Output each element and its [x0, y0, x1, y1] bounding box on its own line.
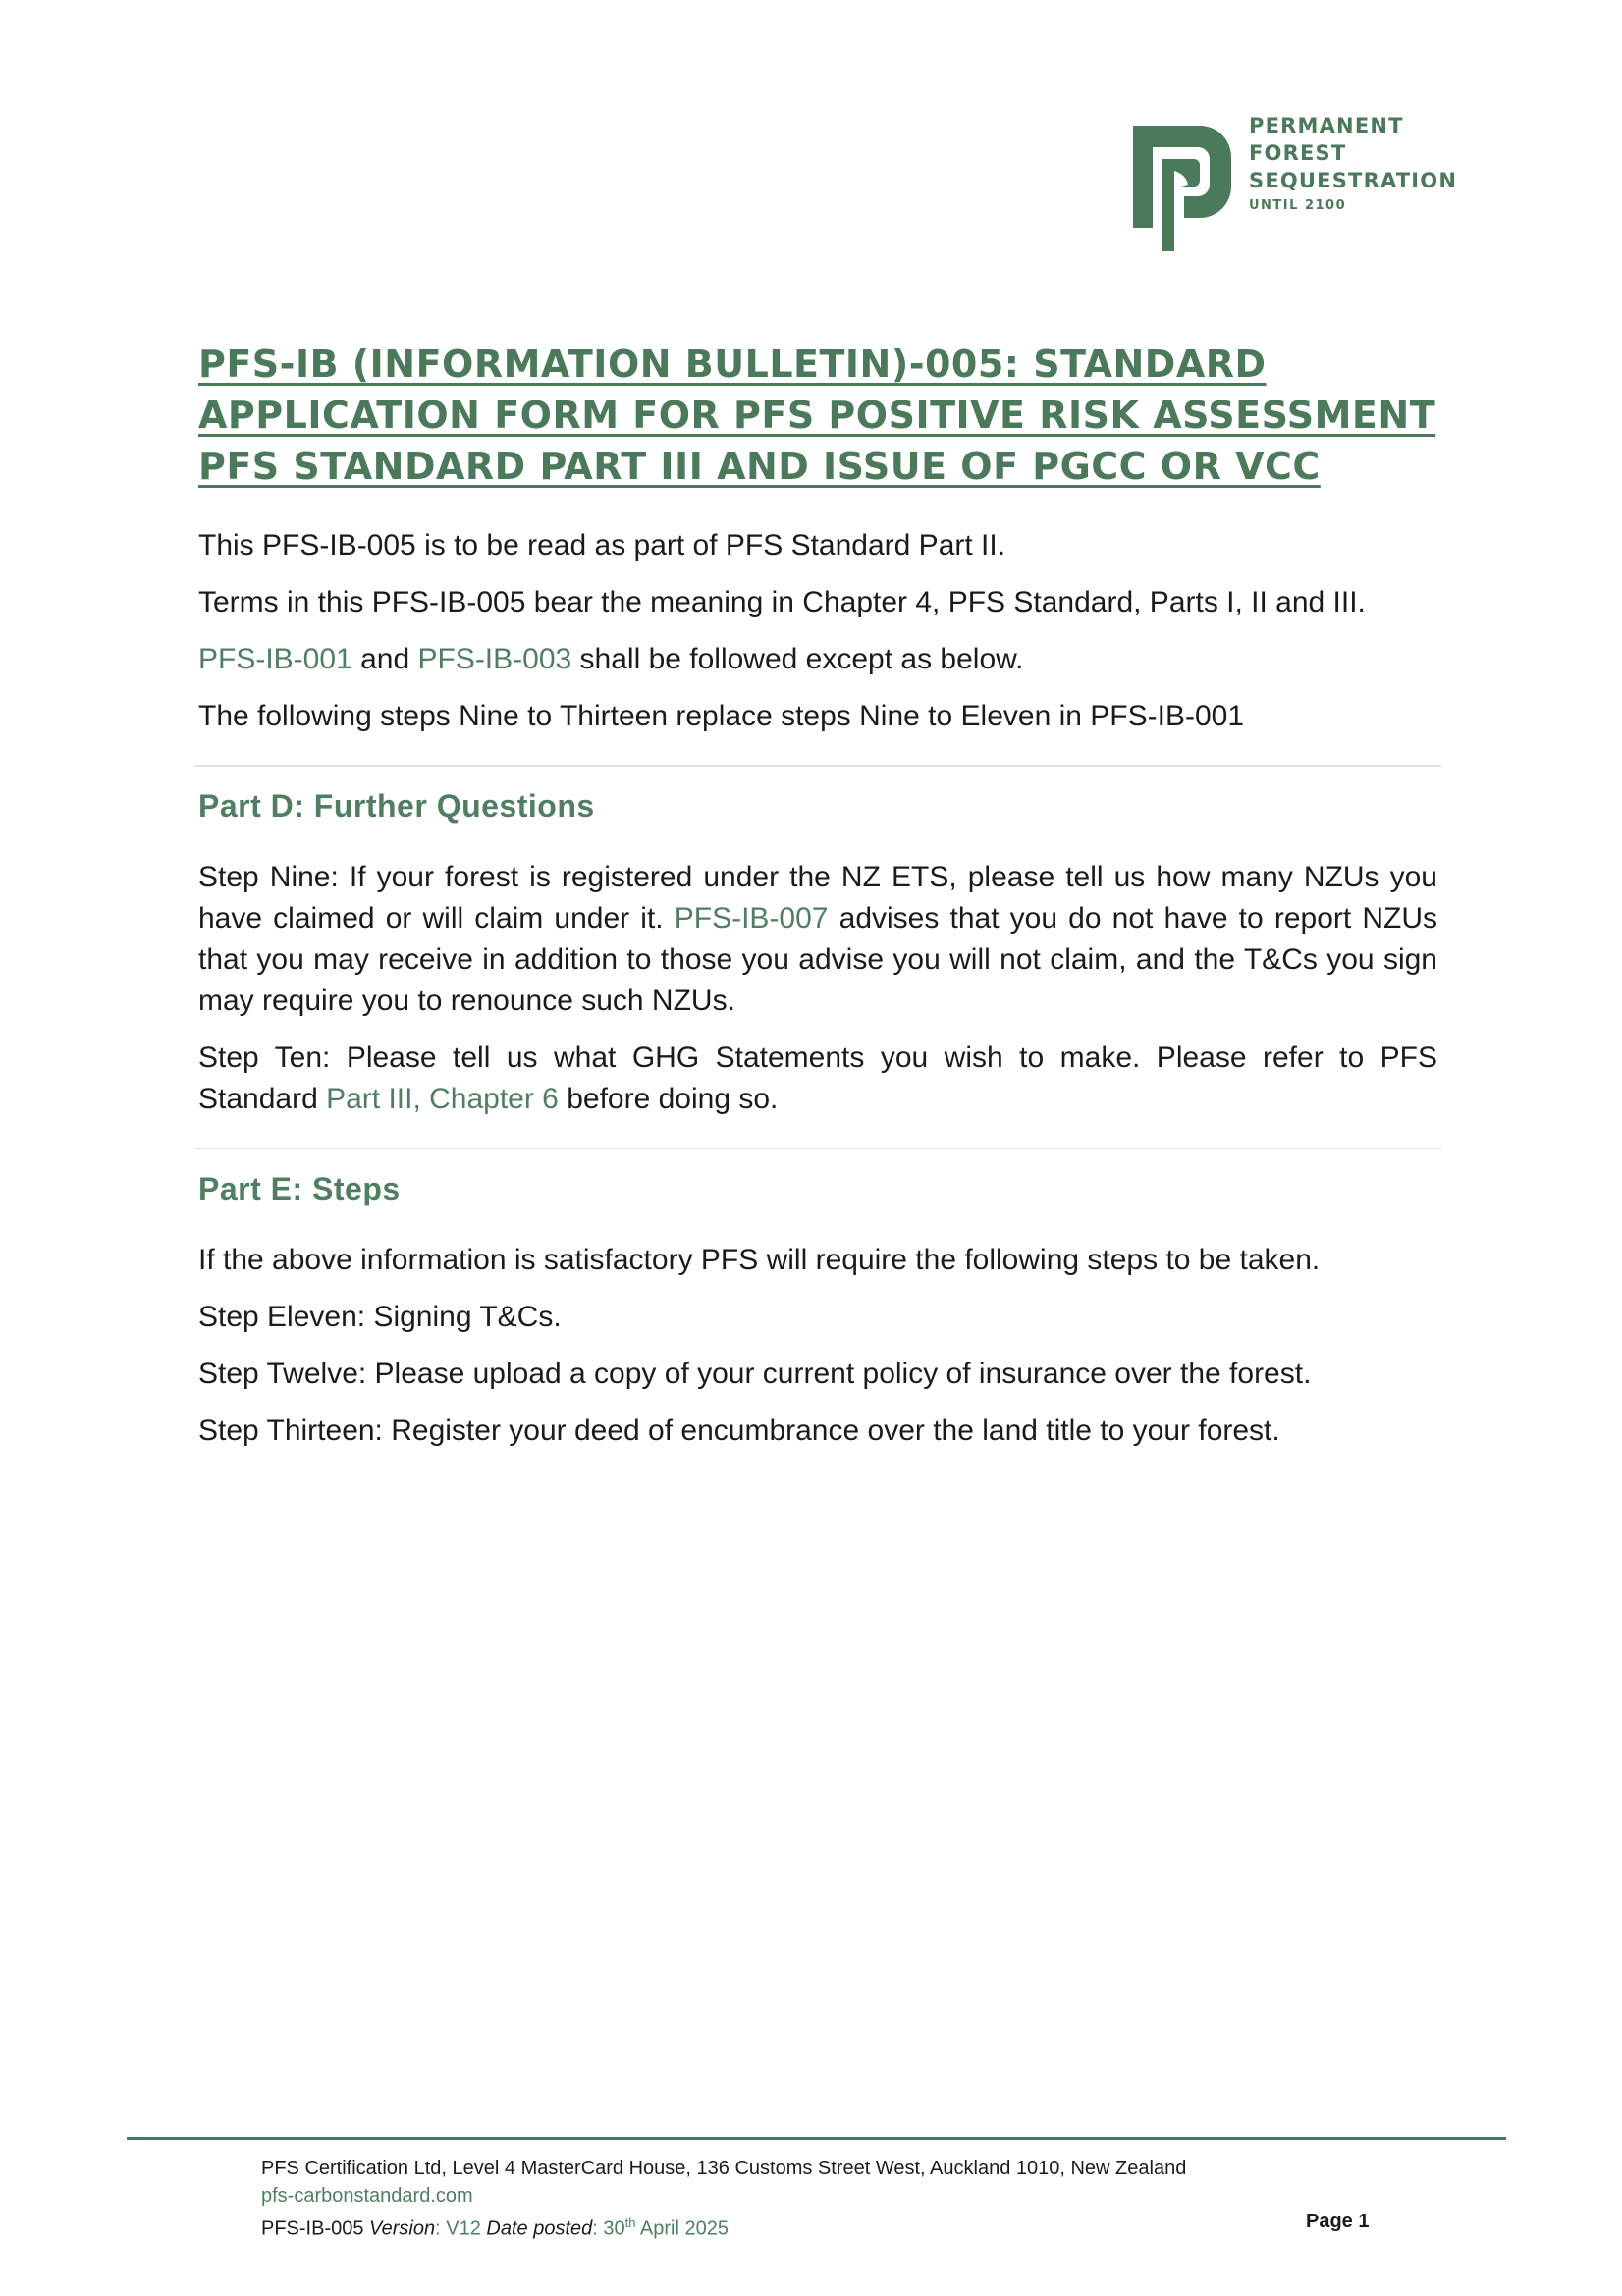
intro-paragraph-2: Terms in this PFS-IB-005 bear the meaning in Chapter 4, PFS Standard, Parts I, II and III. [198, 586, 1366, 618]
step-ten-paragraph [198, 1038, 1437, 1120]
footer-date-label: Date posted [486, 2217, 593, 2240]
pfs-logo-icon [1113, 112, 1235, 251]
section-divider [194, 765, 1441, 767]
link-part-iii-chapter-6[interactable]: Part III, Chapter 6 [326, 1083, 559, 1115]
step-eleven: Step Eleven: Signing T&Cs. [198, 1301, 562, 1333]
part-e-heading: Part E: Steps [198, 1171, 401, 1206]
page-number: Page 1 [1306, 2211, 1370, 2232]
footer-doc-info [261, 2210, 1380, 2243]
step-ten-text: Step Ten: Please tell us what GHG Statements you wish to make. Please refer to PFS Standard [198, 1041, 1437, 1115]
document-body [198, 339, 1437, 1468]
intro-paragraph-3 [198, 639, 1437, 680]
step-nine-rest: advises that you do not have to report NZUs that you may receive in addition to those you advise you will not claim, and the T&Cs you sign may require you to renounce such NZUs. [198, 902, 1437, 1017]
step-twelve: Step Twelve: Please upload a copy of your current policy of insurance over the forest. [198, 1358, 1312, 1390]
step-thirteen: Step Thirteen: Register your deed of encumbrance over the land title to your forest. [198, 1415, 1280, 1447]
footer-version-label: Version [369, 2217, 436, 2240]
footer-website-link[interactable]: pfs-carbonstandard.com [261, 2185, 473, 2207]
footer-doc-id: PFS-IB-005 [261, 2217, 370, 2240]
pfs-logo [1113, 112, 1457, 251]
footer-date-value: : 30 [592, 2217, 625, 2240]
step-nine-text: Step Nine: If your forest is registered under the NZ ETS, please tell us how many NZUs you have claimed or will claim under it. [198, 861, 1437, 934]
document-title: PFS-IB (INFORMATION BULLETIN)-005: STANDARD APPLICATION FORM FOR PFS POSITIVE RISK ASSESSMENT PFS STANDARD PART III AND ISSUE OF PGCC OR VCC [198, 343, 1436, 488]
part-e-intro: If the above information is satisfactory PFS will require the following steps to be taken. [198, 1244, 1321, 1276]
logo-line-1: PERMANENT [1249, 114, 1404, 137]
logo-line-2: FOREST [1249, 141, 1347, 165]
footer-date-sup: th [624, 2216, 636, 2230]
step-nine-paragraph [198, 857, 1437, 1022]
intro-and-text: and [351, 643, 418, 675]
page-footer [261, 2155, 1380, 2243]
footer-divider [127, 2137, 1506, 2140]
step-ten-rest: before doing so. [558, 1083, 779, 1115]
logo-line-3: SEQUESTRATION [1249, 169, 1458, 192]
logo-wordmark [1249, 112, 1457, 216]
part-d-heading: Part D: Further Questions [198, 788, 595, 824]
intro-paragraph-1: This PFS-IB-005 is to be read as part of PFS Standard Part II. [198, 529, 1006, 561]
footer-version-value: : V12 [435, 2217, 487, 2240]
intro-paragraph-4: The following steps Nine to Thirteen replace steps Nine to Eleven in PFS-IB-001 [198, 700, 1244, 732]
link-pfs-ib-003[interactable]: PFS-IB-003 [417, 643, 572, 675]
section-divider [194, 1148, 1441, 1149]
link-pfs-ib-007[interactable]: PFS-IB-007 [674, 902, 829, 934]
footer-address: PFS Certification Ltd, Level 4 MasterCard House, 136 Customs Street West, Auckland 1010, New Zealand [261, 2158, 1187, 2179]
link-pfs-ib-001[interactable]: PFS-IB-001 [198, 643, 352, 675]
intro-rest-text: shall be followed except as below. [571, 643, 1024, 675]
logo-tagline: UNTIL 2100 [1249, 198, 1347, 213]
footer-date-rest: April 2025 [635, 2217, 729, 2240]
